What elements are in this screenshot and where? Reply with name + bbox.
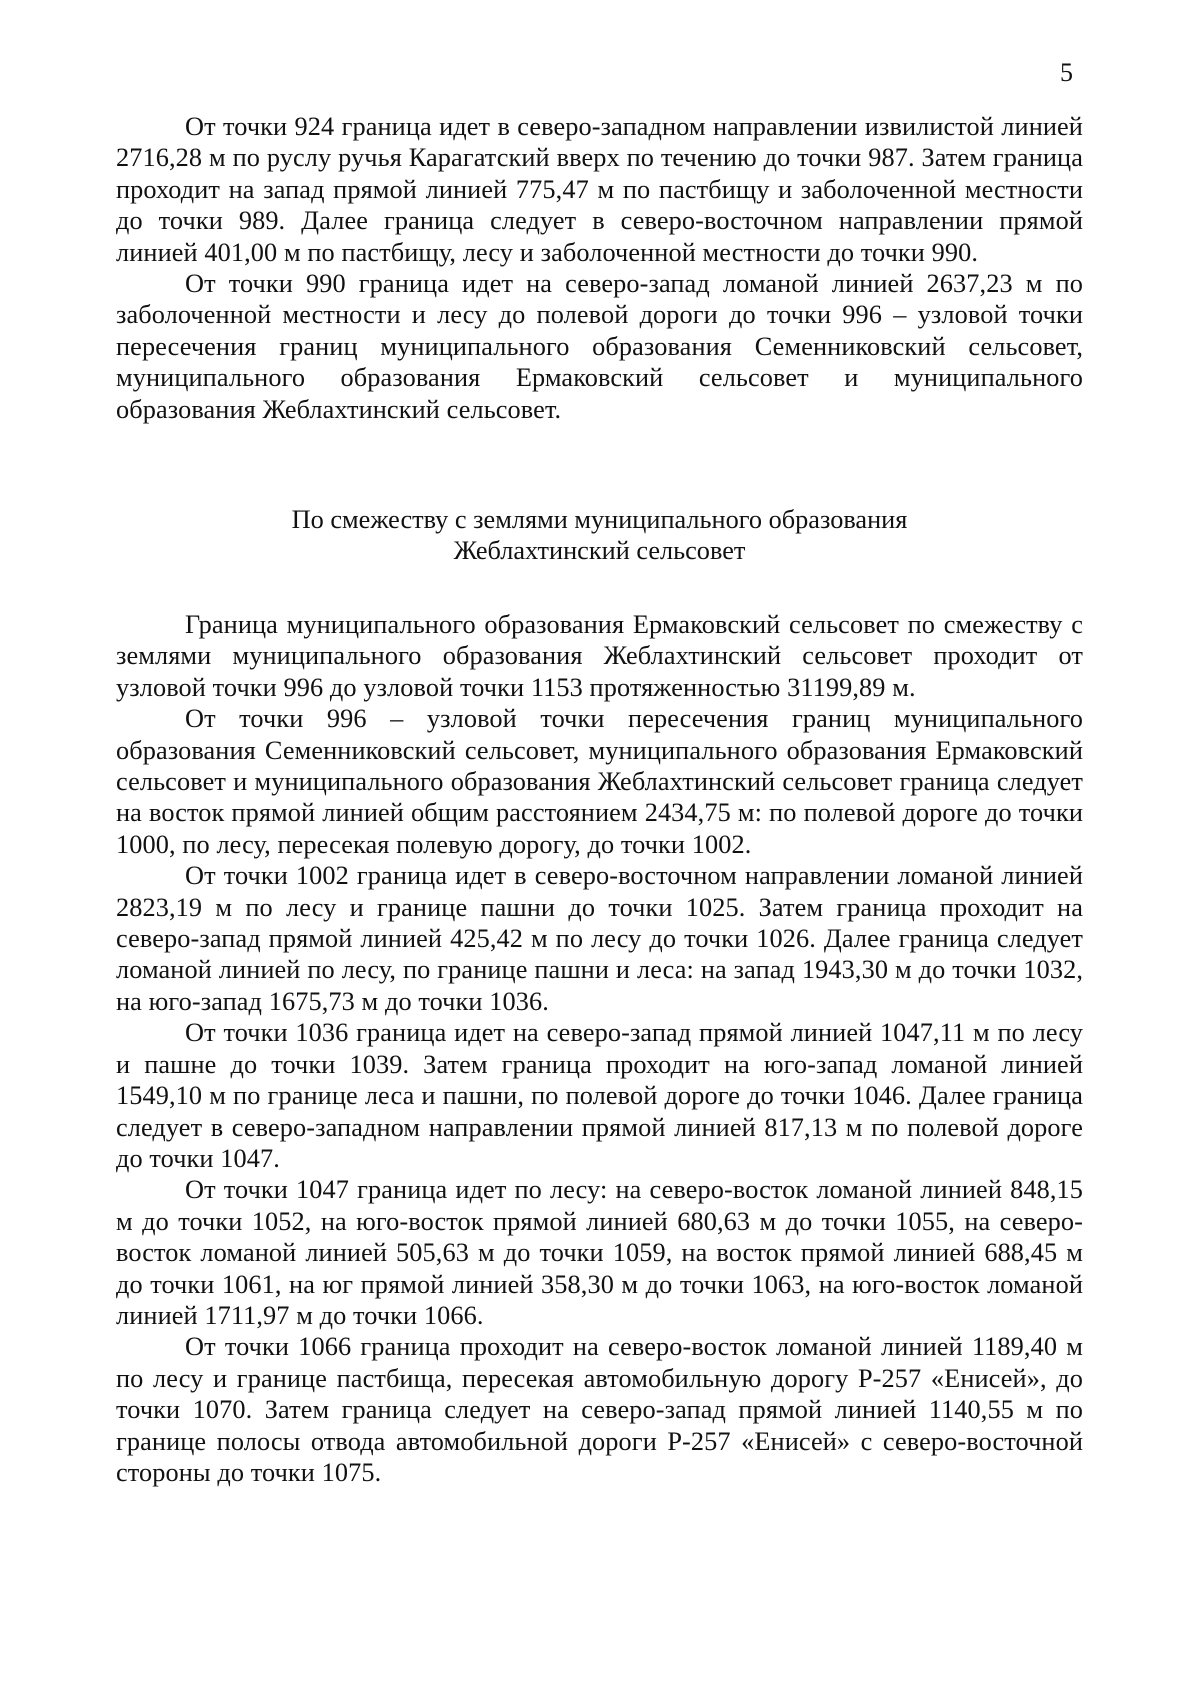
section-heading-line-1: По смежеству с землями муниципального образования [291,505,908,534]
section-heading-line-2: Жеблахтинский сельсовет [453,536,746,566]
section-boundary-continuation [116,111,1083,425]
paragraph: От точки 996 – узловой точки пересечения границ муниципального образования Семенниковский сельсовет, муниципального образования Ермаковский сельсовет и муниципального образования Жеблахтинский сельсовет граница следует на восток прямой линией общим расстоянием 2434,75 м: по полевой дороге до точки 1000, по лесу, пересекая полевую дорогу, до точки 1002. [116,704,1083,859]
paragraph: От точки 1002 граница идет в северо-восточном направлении ломаной линией 2823,19 м по лесу и границе пашни до точки 1025. Затем граница проходит на северо-запад прямой линией 425,42 м по лесу до точки 1026. Далее граница следует ломаной линией по лесу, по границе пашни и леса: на запад 1943,30 м до точки 1032, на юго-запад 1675,73 м до точки 1036. [116,861,1083,1016]
section-zheblakhtinsky-boundary [116,609,1083,1488]
section-heading [116,504,1083,567]
paragraph: От точки 1066 граница проходит на северо-восток ломаной линией 1189,40 м по лесу и границе пастбища, пересекая автомобильную дорогу Р-257 «Енисей», до точки 1070. Затем граница следует на северо-запад прямой линией 1140,55 м по границе полосы отвода автомобильной дороги Р-257 «Енисей» с северо-восточной стороны до точки 1075. [116,1332,1083,1487]
paragraph: От точки 1047 граница идет по лесу: на северо-восток ломаной линией 848,15 м до точки 1052, на юго-восток прямой линией 680,63 м до точки 1055, на северо-восток ломаной линией 505,63 м до точки 1059, на восток прямой линией 688,45 м до точки 1061, на юг прямой линией 358,30 м до точки 1063, на юго-восток ломаной линией 1711,97 м до точки 1066. [116,1175,1083,1330]
page-number: 5 [1060,58,1073,87]
paragraph: От точки 1036 граница идет на северо-запад прямой линией 1047,11 м по лесу и пашне до точки 1039. Затем граница проходит на юго-запад ломаной линией 1549,10 м по границе леса и пашни, по полевой дороге до точки 1046. Далее граница следует в северо-западном направлении прямой линией 817,13 м по полевой дороге до точки 1047. [116,1018,1083,1173]
paragraph: От точки 990 граница идет на северо-запад ломаной линией 2637,23 м по заболоченной местности и лесу до полевой дороги до точки 996 – узловой точки пересечения границ муниципального образования Семенниковский сельсовет, муниципального образования Ермаковский сельсовет и муниципального образования Жеблахтинский сельсовет. [116,269,1083,424]
paragraph: От точки 924 граница идет в северо-западном направлении извилистой линией 2716,28 м по руслу ручья Карагатский вверх по течению до точки 987. Затем граница проходит на запад прямой линией 775,47 м по пастбищу и заболоченной местности до точки 989. Далее граница следует в северо-восточном направлении прямой линией 401,00 м по пастбищу, лесу и заболоченной местности до точки 990. [116,112,1083,267]
paragraph: Граница муниципального образования Ермаковский сельсовет по смежеству с землями муниципального образования Жеблахтинский сельсовет проходит от узловой точки 996 до узловой точки 1153 протяженностью 31199,89 м. [116,610,1083,702]
